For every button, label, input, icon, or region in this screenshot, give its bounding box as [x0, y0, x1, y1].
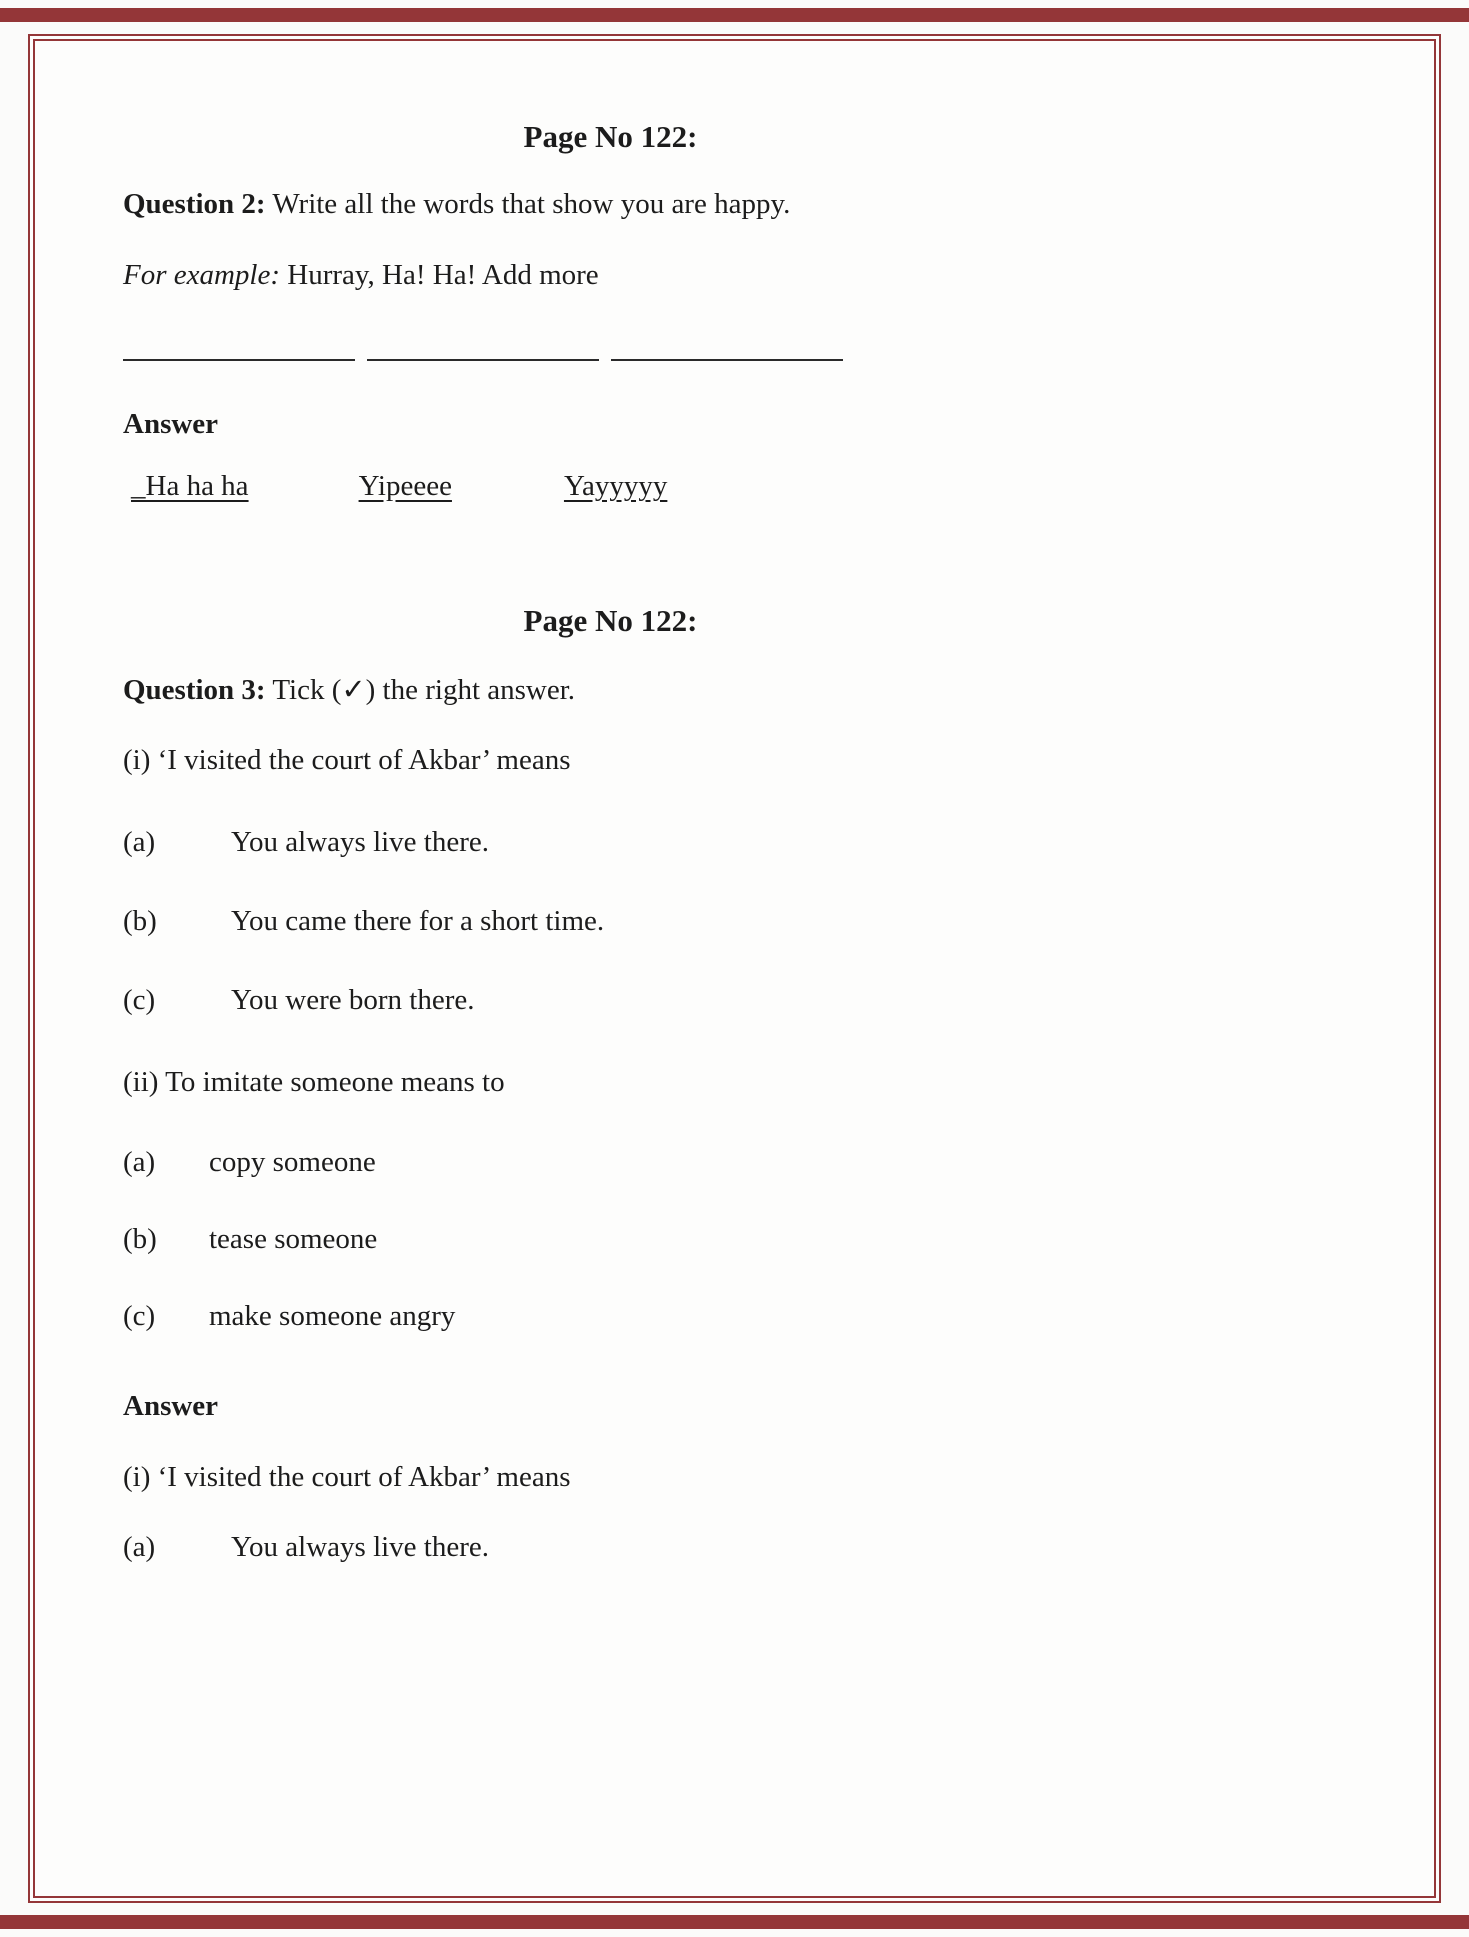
option-row: [123, 984, 1100, 1017]
option-label: (b): [123, 904, 157, 937]
question-3-text: Tick (✓) the right answer.: [265, 674, 576, 707]
example-text: Hurray, Ha! Ha! Add more: [280, 259, 599, 292]
answer-word: Yipeeee: [358, 470, 452, 503]
option-label: (a): [123, 825, 156, 858]
option-text: You were born there.: [231, 983, 475, 1016]
answer-words-row: [123, 470, 1100, 503]
option-label: (c): [123, 1299, 156, 1332]
page-frame: [28, 34, 1441, 1903]
answer-option-row: [123, 1531, 1100, 1564]
blank-lines-row: [123, 359, 1100, 361]
question-3-label: Question 3:: [123, 674, 266, 707]
option-row: [123, 826, 1100, 859]
answer-word: Yayyyyy: [563, 470, 668, 503]
question-2-label: Question 2:: [123, 188, 266, 220]
answer-i-stem: (i) ‘I visited the court of Akbar’ means: [123, 1460, 571, 1493]
question-3-line: [123, 671, 1100, 710]
page-number-heading: Page No 122:: [523, 603, 698, 639]
option-text: tease someone: [209, 1222, 378, 1255]
question-2-text: Write all the words that show you are happy.: [265, 188, 791, 220]
option-label: (a): [123, 1531, 156, 1564]
blank-line: [123, 359, 355, 361]
option-row: [123, 1300, 1100, 1333]
question-ii-stem: (ii) To imitate someone means to: [123, 1065, 505, 1098]
option-row: [123, 1146, 1100, 1179]
option-text: copy someone: [209, 1145, 376, 1178]
option-text: You always live there.: [231, 825, 490, 858]
example-line: [123, 256, 1100, 295]
question-2-line: [123, 185, 1100, 224]
option-text: make someone angry: [209, 1299, 456, 1332]
option-label: (b): [123, 1222, 157, 1255]
page-number-heading: Page No 122:: [523, 119, 698, 154]
blank-line: [367, 359, 599, 361]
option-row: [123, 905, 1100, 938]
option-label: (c): [123, 983, 156, 1016]
bottom-border-band: [0, 1915, 1469, 1929]
answer-heading: Answer: [123, 408, 219, 441]
blank-line: [611, 359, 843, 361]
option-text: You came there for a short time.: [231, 904, 605, 937]
question-i-stem: (i) ‘I visited the court of Akbar’ means: [123, 743, 571, 776]
option-label: (a): [123, 1145, 156, 1178]
top-border-band: [0, 8, 1469, 22]
page-content: [35, 41, 1100, 1564]
option-row: [123, 1223, 1100, 1256]
example-label: For example:: [123, 259, 281, 292]
option-text: You always live there.: [231, 1531, 490, 1564]
answer-word: _Ha ha ha: [131, 470, 249, 503]
answer-heading: Answer: [123, 1389, 219, 1422]
